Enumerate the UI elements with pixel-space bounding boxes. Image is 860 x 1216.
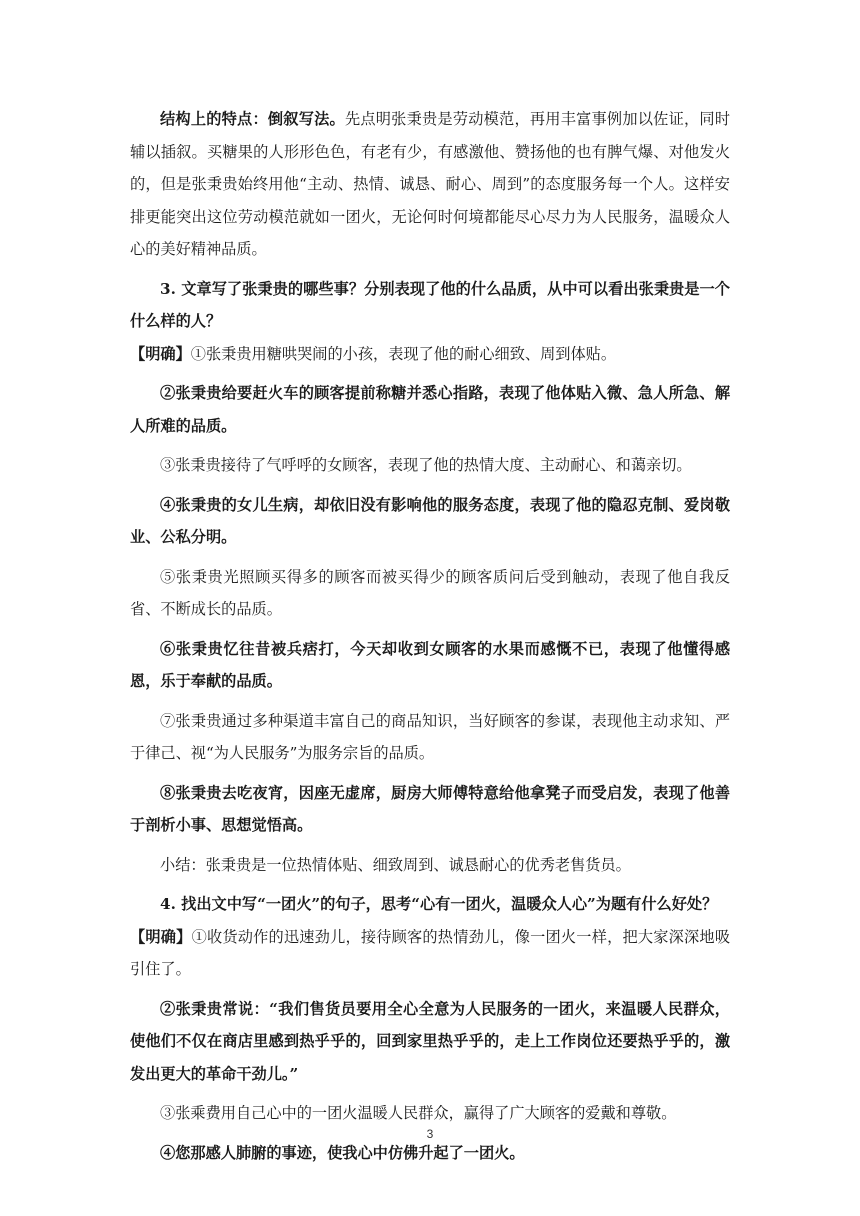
q3-answer-4: ④张秉贵的女儿生病，却依旧没有影响他的服务态度，表现了他的隐忍克制、爱岗敬业、公私分明。 — [130, 495, 730, 546]
q3-answer-8: ⑧张秉贵去吃夜宵，因座无虚席，厨房大师傅特意给他拿凳子而受启发，表现了他善于剖析小事、思想觉悟高。 — [130, 783, 730, 834]
q3-answer-3: ③张秉贵接待了气呼呼的女顾客，表现了他的热情大度、主动耐心、和蔼亲切。 — [160, 456, 692, 474]
q4-answer-1: 【明确】①收货动作的迅速劲儿，接待顾客的热情劲儿，像一团火一样，把大家深深地吸引住了。 — [130, 927, 731, 978]
q4-answer-4: ④您那感人肺腑的事迹，使我心中仿佛升起了一团火。 — [160, 1143, 525, 1162]
q3-answer-2: ②张秉贵给要赶火车的顾客提前称糖并悉心指路，表现了他体贴入微、急人所急、解人所难的品质。 — [130, 384, 730, 435]
document-body — [130, 103, 730, 1169]
q4-answer-3: ③张乘费用自己心中的一团火温暖人民群众，赢得了广大顾客的爱戴和尊敬。 — [160, 1104, 677, 1122]
q3-answer-7: ⑦张秉贵通过多种渠道丰富自己的商品知识，当好顾客的参谋，表现他主动求知、严于律己、视“为人民服务”为服务宗旨的品质。 — [130, 711, 730, 762]
q3-summary: 小结：张秉贵是一位热情体贴、细致周到、诚恳耐心的优秀老售货员。 — [160, 855, 631, 874]
question-4: 4. 找出文中写“一团火”的句子，思考“心有一团火，温暖众人心”为题有什么好处？ — [160, 895, 718, 913]
structure-heading: 结构上的特点：倒叙写法。 — [160, 110, 345, 128]
page-number: 3 — [426, 1127, 434, 1141]
q3-answer-5: ⑤张秉贵光照顾买得多的顾客而被买得少的顾客质问后受到触动，表现了他自我反省、不断成长的品质。 — [130, 567, 730, 618]
answer-label: 【明确】 — [130, 927, 192, 946]
structure-paragraph — [130, 103, 730, 266]
answer-label: 【明确】 — [130, 344, 191, 363]
q4-answer-2: ②张秉贵常说：“我们售货员要用全心全意为人民服务的一团火，来温暖人民群众，使他们不仅在商店里感到热乎乎的，回到家里热乎乎的，走上工作岗位还要热乎乎的，激发出更大的革命干劲儿。” — [130, 999, 730, 1083]
q3-answer-1: 【明确】①张秉贵用糖哄哭闹的小孩，表现了他的耐心细致、周到体贴。 — [130, 344, 616, 363]
structure-text: 先点明张秉贵是劳动模范，再用丰富事例加以佐证，同时辅以插叙。买糖果的人形形色色，有老有少，有感激他、赞扬他的也有脾气爆、对他发火的，但是张秉贵始终用他“主动、热情、诚恳、耐心、周到”的态度服务每一个人。这样安排更能突出这位劳动模范就如一团火，无论何时何境都能尽心尽力为人民服务，温暖众人心的美好精神品质。 — [130, 110, 731, 258]
q3-answer-6: ⑥张秉贵忆往昔被兵痞打，今天却收到女顾客的水果而感慨不已，表现了他懂得感恩，乐于奉献的品质。 — [130, 639, 730, 690]
question-3: 3. 文章写了张秉贵的哪些事？分别表现了他的什么品质，从中可以看出张秉贵是一个什么样的人？ — [130, 279, 730, 330]
